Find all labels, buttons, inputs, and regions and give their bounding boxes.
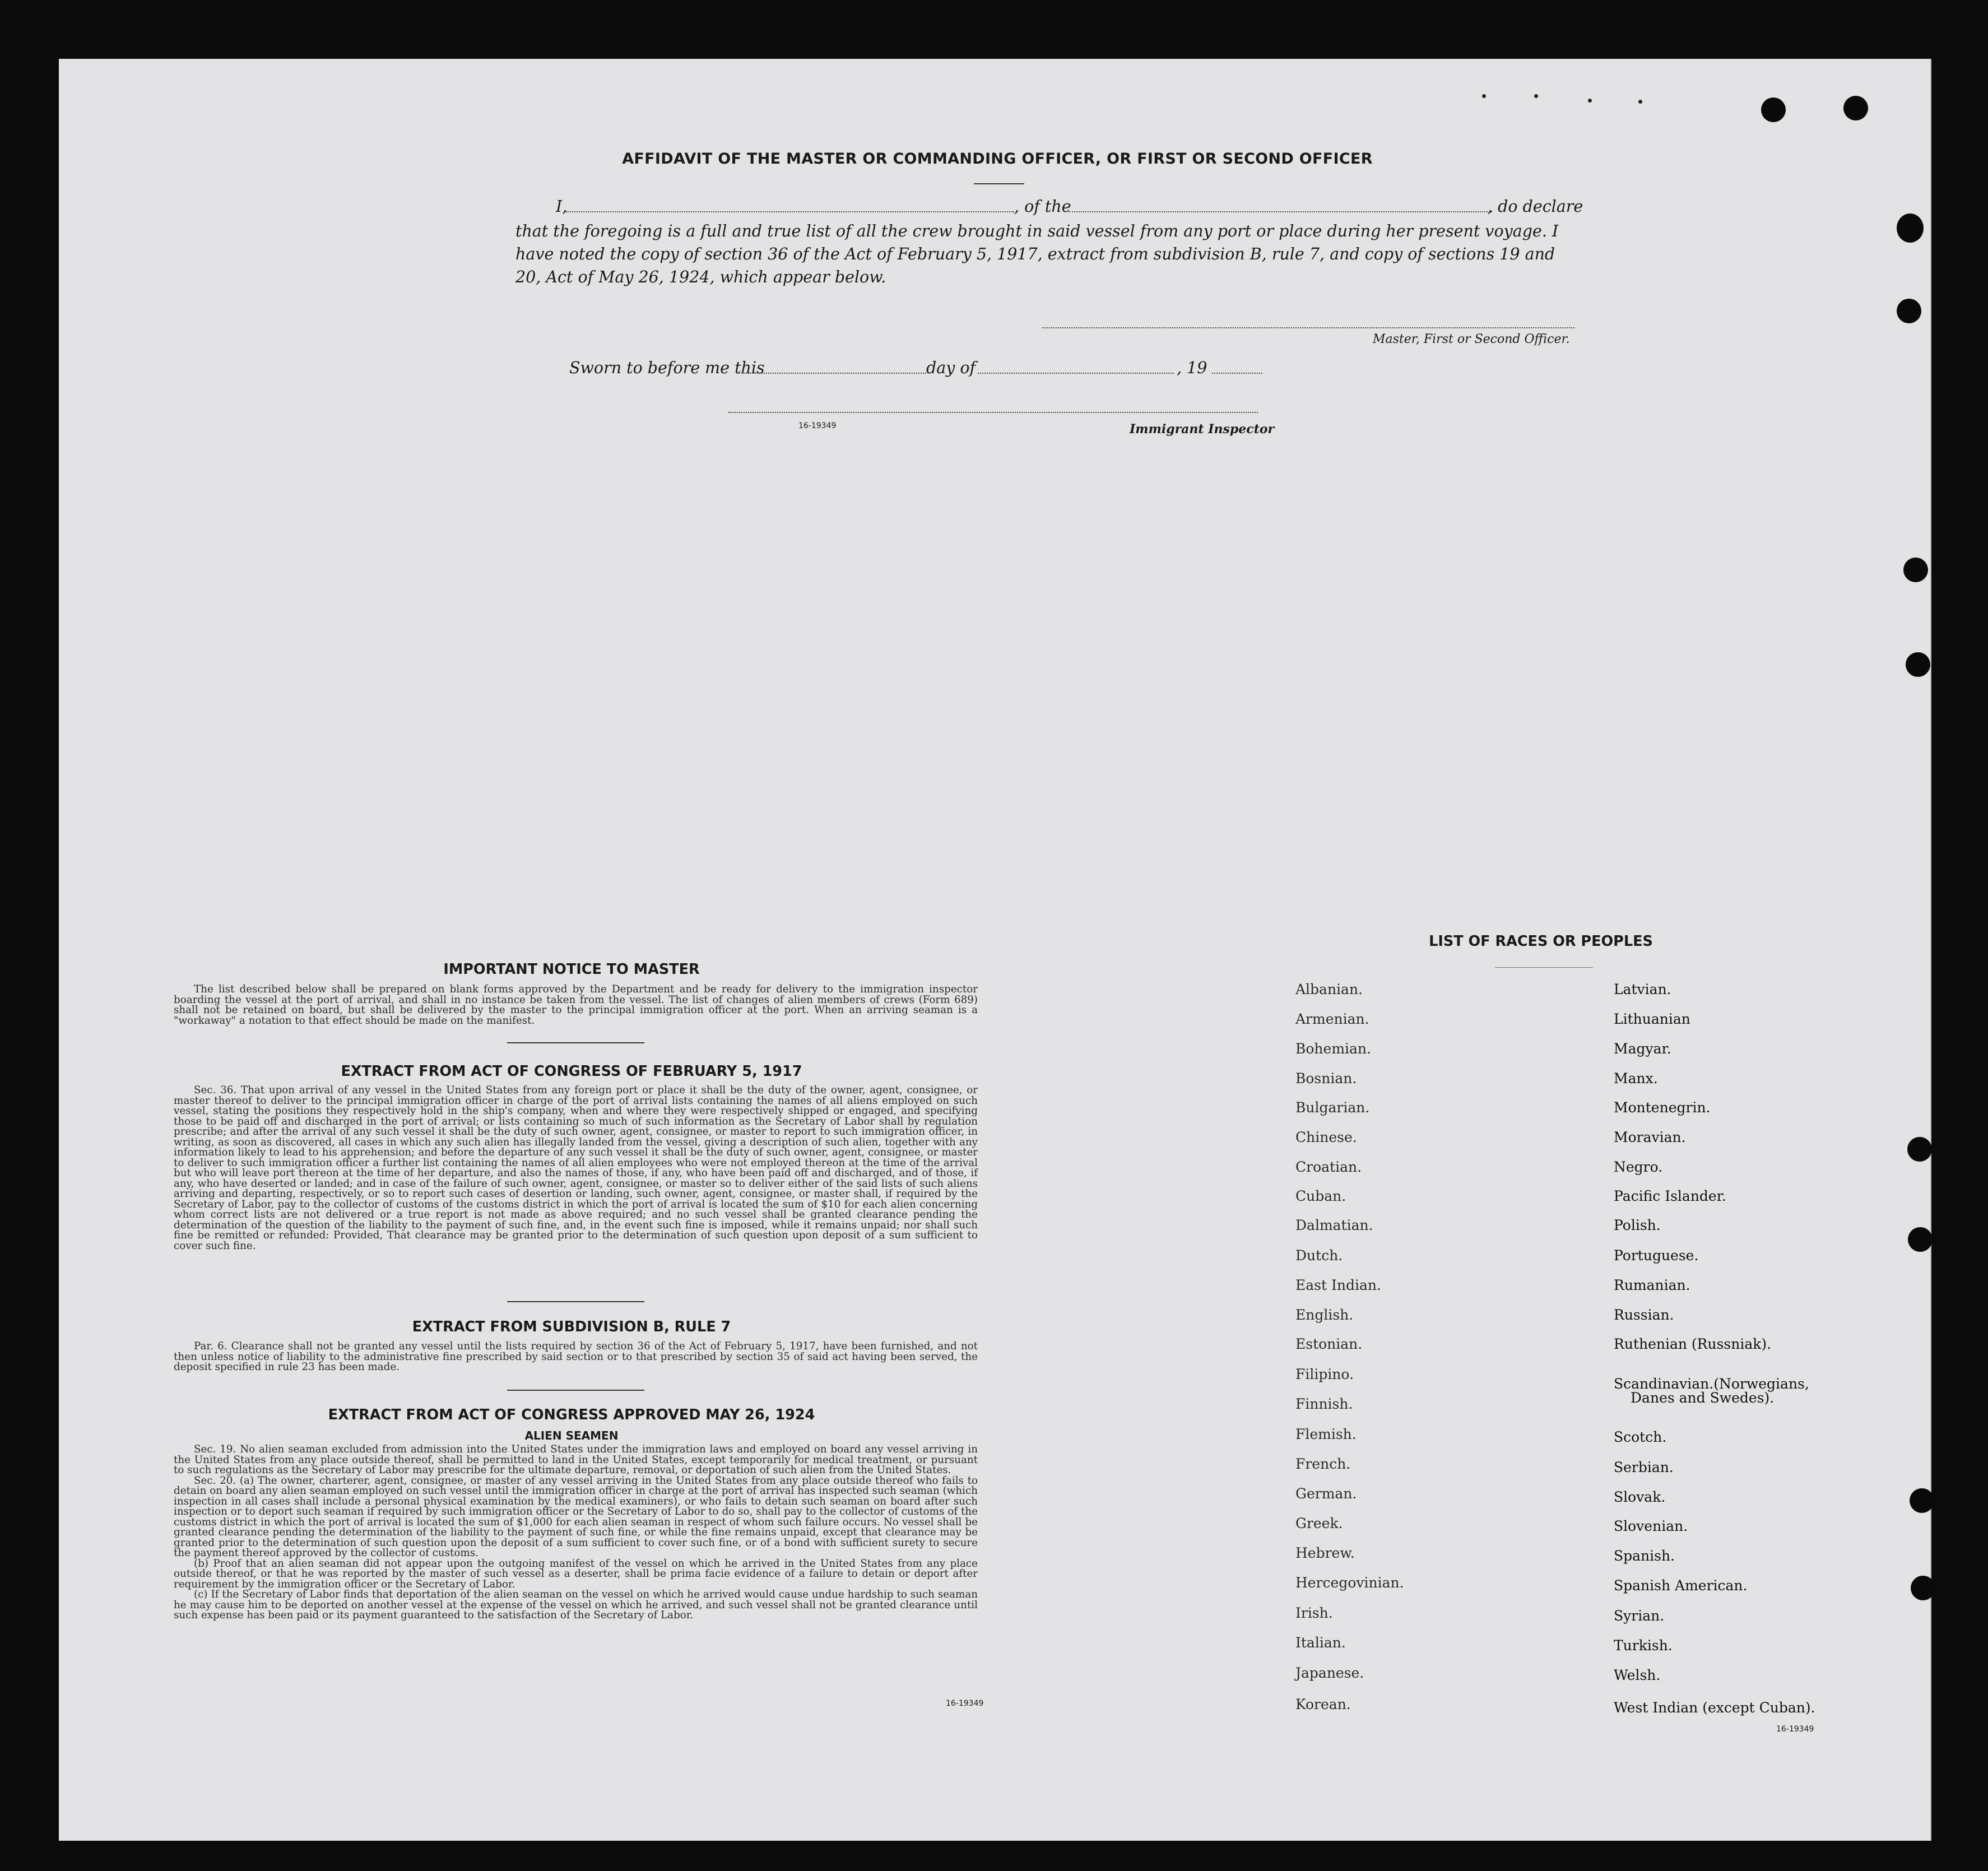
race-item: Portuguese. [1614, 1247, 1699, 1264]
race-item: Latvian. [1614, 981, 1671, 997]
race-item: Slovak. [1614, 1489, 1666, 1505]
notice-paragraph: The list described below shall be prepared on blank forms approved by the Department and be ready for delivery to the immigration inspector boarding the vessel at the port of arrival, and shall in no instance be taken from the vessel. The list of changes of alien members of crews (Form 689) shall not be retained on board, but shall be delivered by the master to the principal immigration officer at the port. When an arriving seaman is a "workaway" a notation to that effect should be made on the manifest. [174, 983, 978, 1027]
race-item: Welsh. [1614, 1667, 1661, 1683]
sworn-label: Sworn to before me this [569, 359, 765, 377]
race-item: Dutch. [1295, 1247, 1343, 1264]
race-item: Hebrew. [1295, 1545, 1355, 1561]
extract-1924-title: EXTRACT FROM ACT OF CONGRESS APPROVED MAY 26, 1924 [328, 1406, 815, 1423]
extract-rule7-body [174, 1341, 978, 1373]
form-number: 16-19349 [798, 421, 837, 430]
section-36-paragraph: Sec. 36. That upon arrival of any vessel in the United States from any foreign port or place it shall be the duty of the owner, agent, consignee, or master thereof to deliver to the principal immigration officer in charge of the port of arrival lists containing the names of all aliens employed on such vessel, stating the positions they respectively hold in the ship's company, when and where they were respectively shipped or engaged, and specifying those to be paid off and discharged in the port of arrival; or lists containing so much of such information as the Secretary of Labor shall by regulation prescribe; and after the arrival of any such vessel it shall be the duty of such owner, agent, consignee, or master to report to such immigration officer, in writing, as soon as discovered, all cases in which any such alien has illegally landed from the vessel, giving a description of such alien, together with any information likely to lead to his apprehension; and before the departure of any such vessel it shall be the duty of such owner, agent, consignee, or master to deliver to such immigration officer a further list containing the names of all alien employees who were not employed thereon at the time of the arrival but who will leave port thereon at the time of her departure, and also the names of those, if any, who have been paid off and discharged, and of those, if any, who have deserted or landed; and in case of the failure of such owner, agent, consignee, or master so to deliver either of the said lists of such aliens arriving and departing, respectively, or so to report such cases of desertion or landing, such owner, agent, consignee, or master shall, if required by the Secretary of Labor, pay to the collector of customs of the customs district in which the port of arrival is located the sum of $10 for each alien concerning whom correct lists are not delivered or a true report is not made as above required; and no such vessel shall be granted clearance pending the determination of the question of the liability to the payment of such fine, and, in the event such fine is imposed, while it remains unpaid; nor shall such fine be remitted or refunded: Provided, That clearance may be granted prior to the determination of such question upon deposit of a sum sufficient to cover such fine. [174, 1084, 978, 1252]
sworn-day-of-label: day of [926, 359, 976, 377]
punch-hole [1897, 213, 1924, 243]
signature-line[interactable] [1042, 327, 1574, 328]
race-item: Serbian. [1614, 1459, 1674, 1475]
race-item: Filipino. [1295, 1366, 1354, 1382]
race-item: Danes and Swedes). [1631, 1390, 1775, 1406]
affidavit-declare-label: , do declare [1488, 197, 1583, 216]
notice-title: IMPORTANT NOTICE TO MASTER [443, 961, 700, 978]
divider [1495, 967, 1593, 968]
race-item: Magyar. [1614, 1041, 1671, 1057]
race-item: Hercegovinian. [1295, 1575, 1404, 1591]
extract-rule7-title: EXTRACT FROM SUBDIVISION B, RULE 7 [412, 1318, 731, 1335]
extract-1917-body [174, 1085, 978, 1251]
race-item: Ruthenian (Russniak). [1614, 1336, 1772, 1352]
affidavit-of-the-label: , of the [1014, 197, 1071, 216]
race-item: German. [1295, 1485, 1357, 1502]
ink-speck [1534, 94, 1538, 98]
divider [507, 1390, 644, 1391]
race-item: Armenian. [1295, 1011, 1369, 1027]
race-item: Manx. [1614, 1070, 1658, 1087]
punch-hole [1908, 1227, 1933, 1252]
race-item: Slovenian. [1614, 1518, 1688, 1534]
divider [974, 183, 1024, 184]
race-item: Polish. [1614, 1217, 1661, 1233]
race-item: Bosnian. [1295, 1070, 1357, 1087]
sworn-year-label: , 19 [1177, 359, 1207, 377]
punch-hole [1843, 96, 1868, 120]
race-item: Dalmatian. [1295, 1217, 1373, 1233]
section-19-paragraph: Sec. 19. No alien seaman excluded from admission into the United States under the immigration laws and employed on board any vessel arriving in the United States from any place outside thereof, shall be permitted to land in the United States, except temporarily for medical treatment, or pursuant to such regulations as the Secretary of Labor may prescribe for the ultimate departure, removal, or deportation of such alien from the United States. [174, 1443, 978, 1476]
race-item: Albanian. [1295, 981, 1363, 997]
race-item: Spanish American. [1614, 1577, 1748, 1594]
ink-speck [1638, 100, 1642, 104]
race-item: Cuban. [1295, 1188, 1346, 1204]
divider [507, 1042, 644, 1043]
notice-body [174, 985, 978, 1026]
race-item: Greek. [1295, 1515, 1343, 1531]
ink-speck [1588, 99, 1592, 103]
punch-hole [1911, 1576, 1935, 1600]
race-item: Estonian. [1295, 1336, 1363, 1352]
race-item: French. [1295, 1456, 1351, 1472]
affidavit-i-label: I, [556, 197, 568, 216]
section-20c-paragraph: (c) If the Secretary of Labor finds that deportation of the alien seaman on the vessel on which he arrived would cause undue hardship to such seaman he may cause him to be deported on another vessel at the expense of the vessel on which he arrived, and such vessel shall not be granted clearance until such expense has been paid or its payment guaranteed to the satisfaction of the Secretary of Labor. [174, 1589, 978, 1621]
inspector-caption: Immigrant Inspector [1130, 422, 1275, 437]
race-item: Croatian. [1295, 1159, 1362, 1175]
race-item: Lithuanian [1614, 1011, 1690, 1027]
race-item: Flemish. [1295, 1426, 1357, 1442]
race-item: Japanese. [1295, 1665, 1364, 1681]
race-item: West Indian (except Cuban). [1614, 1700, 1815, 1716]
race-item: Moravian. [1614, 1129, 1686, 1145]
race-item: Italian. [1295, 1635, 1346, 1651]
signature-caption: Master, First or Second Officer. [1373, 332, 1570, 346]
punch-hole [1903, 558, 1928, 582]
punch-hole [1910, 1488, 1934, 1513]
race-item: Syrian. [1614, 1608, 1665, 1624]
races-title: LIST OF RACES OR PEOPLES [1429, 933, 1653, 950]
sworn-month-blank[interactable] [978, 373, 1174, 374]
race-item: Scandinavian.(Norwegians, [1614, 1376, 1809, 1392]
form-number: 16-19349 [1776, 1725, 1814, 1734]
section-20b-paragraph: (b) Proof that an alien seaman did not appear upon the outgoing manifest of the vessel on which he arrived in the United States from any place outside thereof, or that he was reported by the master of such vessel as a deserter, shall be prima facie evidence of a failure to detain or deport after requirement by the immigration officer or the Secretary of Labor. [174, 1557, 978, 1590]
form-number: 16-19349 [946, 1699, 984, 1708]
alien-seamen-subtitle: ALIEN SEAMEN [524, 1429, 619, 1442]
race-item: English. [1295, 1307, 1354, 1323]
race-item: Negro. [1614, 1159, 1663, 1175]
race-item: Korean. [1295, 1696, 1351, 1712]
sworn-day-blank[interactable] [738, 373, 926, 374]
race-item: Russian. [1614, 1307, 1674, 1323]
race-item: Chinese. [1295, 1129, 1357, 1145]
race-item: Turkish. [1614, 1637, 1673, 1654]
vessel-name-blank[interactable] [1069, 211, 1492, 212]
race-item: Irish. [1295, 1605, 1333, 1621]
race-item: Bulgarian. [1295, 1099, 1370, 1116]
paragraph-6: Par. 6. Clearance shall not be granted any vessel until the lists required by section 36 of the Act of February 5, 1917, have been furnished, and not then unless notice of liability to the administrative fine prescribed by said section or to that prescribed by section 35 of said act having been served, the deposit specified in rule 23 has been made. [174, 1340, 978, 1373]
sworn-year-blank[interactable] [1212, 373, 1262, 374]
ink-speck [1482, 94, 1486, 98]
race-item: Scotch. [1614, 1429, 1667, 1445]
punch-hole [1761, 98, 1786, 122]
affidavit-body: that the foregoing is a full and true list of all the crew brought in said vessel from any port or place during her present voyage. I have noted the copy of section 36 of the Act of February 5, 1917, extract from subdivision B, rule 7, and copy of sections 19 and 20, Act of May 26, 1924, which appear below. [515, 222, 1559, 286]
master-name-blank[interactable] [566, 211, 1014, 212]
punch-hole [1906, 652, 1930, 677]
punch-hole [1897, 299, 1921, 323]
inspector-signature-line[interactable] [728, 412, 1258, 413]
punch-hole [1907, 1137, 1932, 1162]
race-item: East Indian. [1295, 1277, 1381, 1293]
extract-1917-title: EXTRACT FROM ACT OF CONGRESS OF FEBRUARY 5, 1917 [341, 1063, 802, 1080]
race-item: Pacific Islander. [1614, 1188, 1726, 1204]
section-20a-paragraph: Sec. 20. (a) The owner, charterer, agent, consignee, or master of any vessel arriving in the United States from any place outside thereof who fails to detain on board any alien seaman employed on such vessel until the immigration officer in charge at the port of arrival has inspected such seaman (which inspection in all cases shall include a personal physical examination by the medical examiners), or who fails to detain such seaman on board after such inspection or to deport such seaman if required by such immigration officer or the Secretary of Labor to do so, shall pay to the collector of customs of the customs district in which the port of arrival is located the sum of $1,000 for each alien seaman in respect of whom such failure occurs. No vessel shall be granted clearance pending the determination of the liability to the payment of such fine, or while the fine remains unpaid, except that clearance may be granted prior to the determination of such question upon the deposit of a sum sufficient to cover such fine, or of a bond with sufficient surety to secure the payment thereof approved by the collector of customs. [174, 1474, 978, 1559]
extract-1924-body [174, 1445, 978, 1621]
race-item: Bohemian. [1295, 1041, 1371, 1057]
race-item: Rumanian. [1614, 1277, 1690, 1293]
race-item: Montenegrin. [1614, 1099, 1711, 1116]
race-item: Spanish. [1614, 1548, 1675, 1564]
affidavit-title: AFFIDAVIT OF THE MASTER OR COMMANDING OFFICER, OR FIRST OR SECOND OFFICER [622, 150, 1373, 168]
divider [507, 1301, 644, 1302]
race-item: Finnish. [1295, 1396, 1353, 1412]
